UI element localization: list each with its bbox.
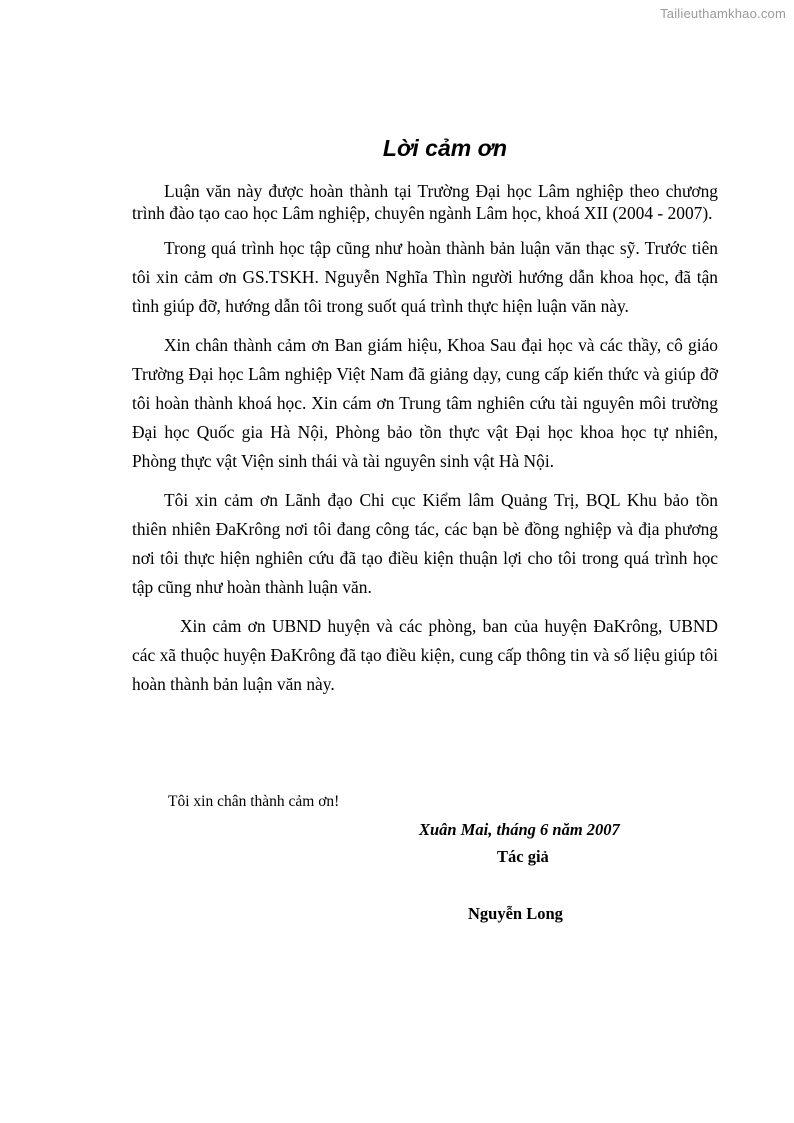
closing-line: Tôi xin chân thành cảm ơn! <box>168 793 340 810</box>
signature-name: Nguyễn Long <box>468 904 563 923</box>
paragraph-advisor: Trong quá trình học tập cũng như hoàn thành bản luận văn thạc sỹ. Trước tiên tôi xin cảm ơn GS.TSKH. Nguyễn Nghĩa Thìn người hướng dẫn khoa học, đã tận tình giúp đỡ, hướng dẫn tôi trong suốt quá trình thực hiện luận văn này. <box>132 238 718 316</box>
paragraph-colleagues: Tôi xin cảm ơn Lãnh đạo Chi cục Kiểm lâm Quảng Trị, BQL Khu bảo tồn thiên nhiên ĐaKrông nơi tôi đang công tác, các bạn bè đồng nghiệp và địa phương nơi tôi thực hiện nghiên cứu đã tạo điều kiện thuận lợi cho tôi trong quá trình học tập cũng như hoàn thành luận văn. <box>132 490 718 597</box>
paragraph-intro: Luận văn này được hoàn thành tại Trường Đại học Lâm nghiệp theo chương trình đào tạo cao học Lâm nghiệp, chuyên ngành Lâm học, khoá XII (2004 - 2007). <box>132 181 718 223</box>
page-title: Lời cảm ơn <box>382 135 508 161</box>
document-body <box>132 180 718 699</box>
signature-role: Tác giả <box>497 847 549 866</box>
watermark: Tailieuthamkhao.com <box>660 6 786 21</box>
paragraph-local-authorities: Xin cảm ơn UBND huyện và các phòng, ban của huyện ĐaKrông, UBND các xã thuộc huyện ĐaKrông đã tạo điều kiện, cung cấp thông tin và số liệu giúp tôi hoàn thành bản luận văn này. <box>132 616 718 694</box>
paragraph-university: Xin chân thành cảm ơn Ban giám hiệu, Khoa Sau đại học và các thầy, cô giáo Trường Đại học Lâm nghiệp Việt Nam đã giảng dạy, cung cấp kiến thức và giúp đỡ tôi hoàn thành khoá học. Xin cám ơn Trung tâm nghiên cứu tài nguyên môi trường Đại học Quốc gia Hà Nội, Phòng bảo tồn thực vật Đại học khoa học tự nhiên, Phòng thực vật Viện sinh thái và tài nguyên sinh vật Hà Nội. <box>132 335 718 471</box>
signature-place-date: Xuân Mai, tháng 6 năm 2007 <box>419 820 620 839</box>
